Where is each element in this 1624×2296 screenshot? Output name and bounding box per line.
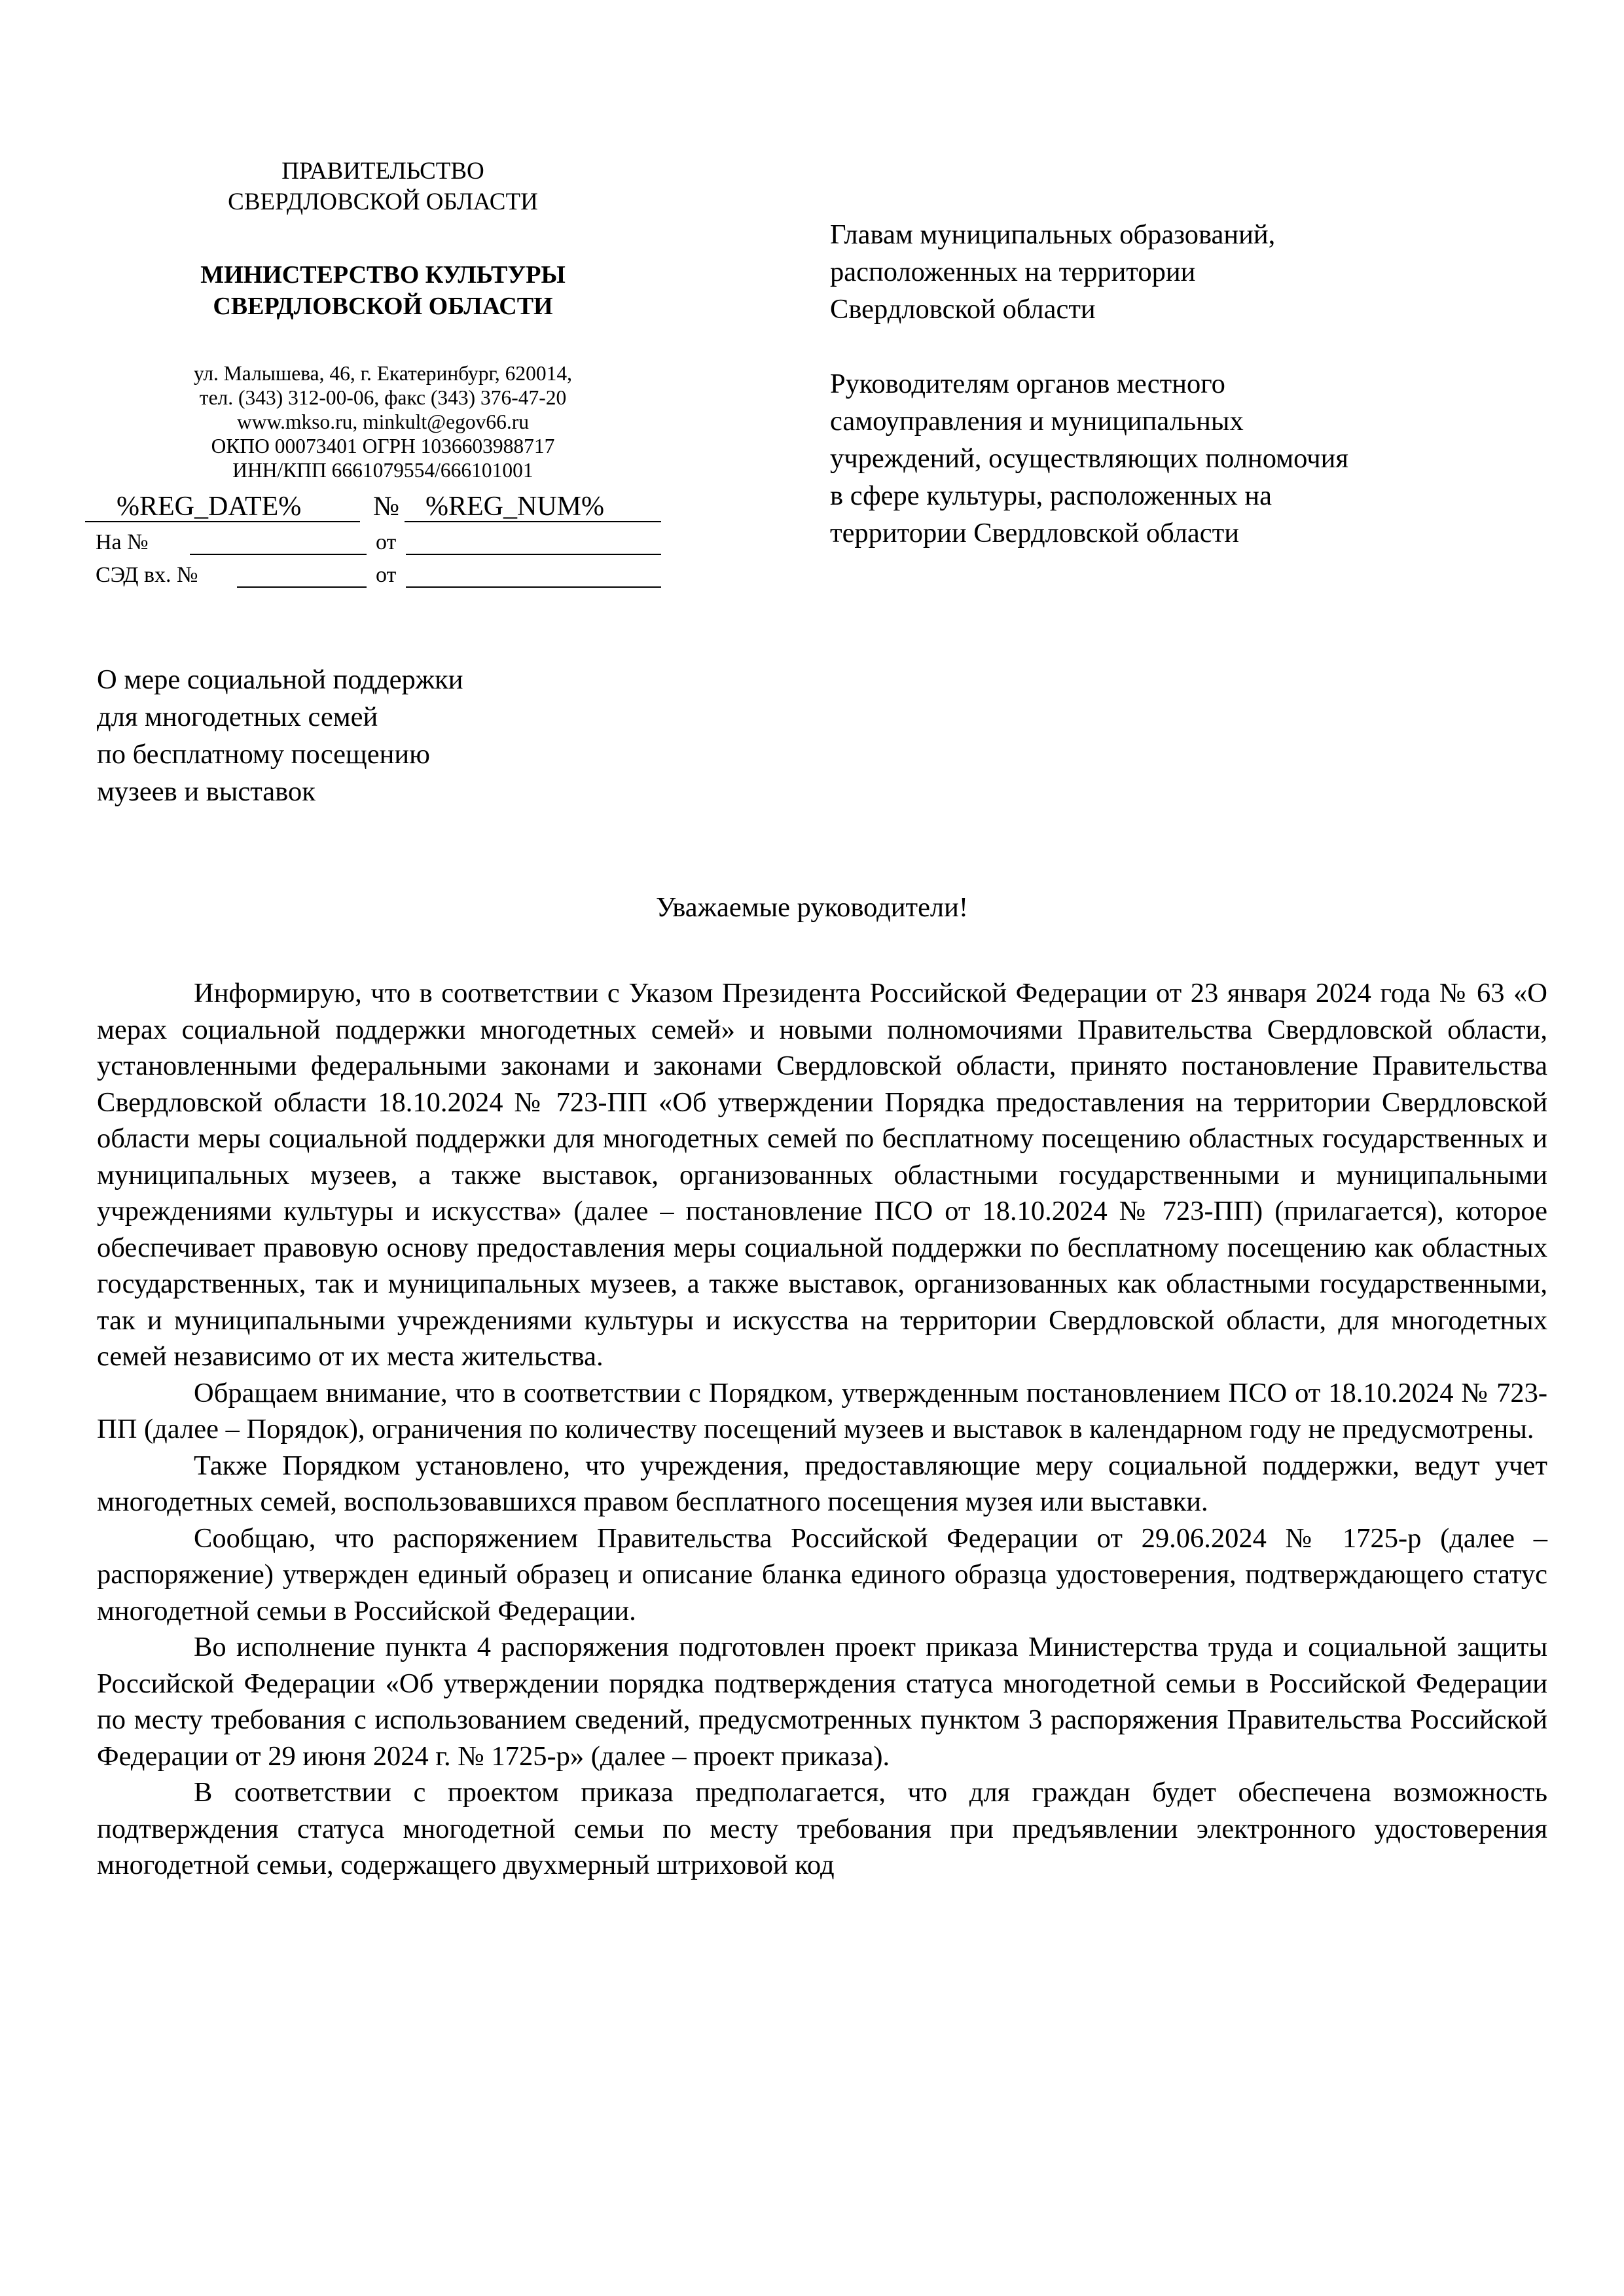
body-paragraph: Во исполнение пункта 4 распоряжения подготовлен проект приказа Министерства труда и социальной защиты Российской Федерации «Об утверждении порядка подтверждения статуса многодетной семьи в Российской Федерации по месту требования с использованием сведений, предусмотренных пунктом 3 распоряжения Правительства Российской Федерации от 29 июня 2024 г. № 1725-р» (далее – проект приказа). (97, 1632, 1547, 1772)
address-line: ИНН/КПП 6661079554/666101001 (232, 459, 533, 482)
body-paragraph: Также Порядком установлено, что учреждения, предоставляющие меру социальной поддержки, ведут учет многодетных семей, воспользовавшихся правом бесплатного посещения музея или выставки. (97, 1450, 1547, 1517)
letter-subject (97, 661, 686, 810)
reference-label: На № (96, 530, 149, 554)
registration-row (85, 491, 661, 522)
ministry-line: СВЕРДЛОВСКОЙ ОБЛАСТИ (213, 293, 553, 320)
registration-number-underline (405, 521, 661, 522)
recipients-block (830, 216, 1485, 552)
address-line: ул. Малышева, 46, г. Екатеринбург, 620014, (193, 362, 573, 385)
body-paragraph: Сообщаю, что распоряжением Правительства Российской Федерации от 29.06.2024 № 1725-р (далее – распоряжение) утвержден единый образец и описание бланка единого образца удостоверения, подтверждающего статус многодетной семьи в Российской Федерации. (97, 1522, 1547, 1626)
sed-date-underline (406, 586, 661, 588)
reference-date-underline (406, 554, 661, 555)
recipient-line: самоуправления и муниципальных (830, 406, 1244, 437)
reference-number-underline (190, 554, 367, 555)
body-paragraph: Обращаем внимание, что в соответствии с Порядком, утвержденным постановлением ПСО от 18.10.2024 № 723-ПП (далее – Порядок), ограничения по количеству посещений музеев и выставок в календарном году не предусмотрены. (97, 1377, 1547, 1444)
reference-from-label: от (376, 530, 397, 554)
recipient-spacer (830, 328, 1485, 365)
registration-number: %REG_NUM% (425, 492, 604, 522)
recipient-line: Свердловской области (830, 294, 1096, 325)
subject-line: по бесплатному посещению (97, 739, 430, 770)
registration-date: %REG_DATE% (117, 492, 302, 522)
recipient-line: учреждений, осуществляющих полномочия (830, 443, 1348, 474)
government-line: ПРАВИТЕЛЬСТВО (281, 158, 484, 185)
sed-from-label: от (376, 563, 397, 587)
address-line: ОКПО 00073401 ОГРН 1036603988717 (211, 435, 555, 457)
registration-no-sign: № (373, 492, 400, 522)
recipient-line: территории Свердловской области (830, 518, 1239, 548)
recipient-line: Главам муниципальных образований, (830, 219, 1276, 250)
reference-row (85, 529, 661, 556)
letter-body (97, 975, 1547, 1884)
subject-line: музеев и выставок (97, 776, 316, 807)
government-title (85, 156, 681, 217)
salutation: Уважаемые руководители! (655, 892, 969, 923)
recipient-line: Руководителям органов местного (830, 368, 1225, 399)
subject-line: О мере социальной поддержки (97, 664, 463, 695)
recipient-line: расположенных на территории (830, 257, 1196, 287)
ministry-title (85, 259, 681, 322)
recipient-line: в сфере культуры, расположенных на (830, 480, 1272, 511)
sed-number-underline (237, 586, 367, 588)
ministry-line: МИНИСТЕРСТВО КУЛЬТУРЫ (200, 261, 566, 289)
sed-label: СЭД вх. № (96, 563, 198, 587)
ministry-address (85, 361, 681, 482)
registration-date-underline (85, 521, 360, 522)
government-line: СВЕРДЛОВСКОЙ ОБЛАСТИ (228, 188, 538, 215)
sed-row (85, 562, 661, 589)
address-line: www.mkso.ru, minkult@egov66.ru (236, 410, 530, 433)
subject-line: для многодетных семей (97, 702, 378, 732)
body-paragraph: Информирую, что в соответствии с Указом Президента Российской Федерации от 23 января 2024 года № 63 «О мерах социальной поддержки многодетных семей» и новыми полномочиями Правительства Свердловской области, установленными федеральными законами и законами Свердловской области, принято постановление Правительства Свердловской области 18.10.2024 № 723-ПП «Об утверждении Порядка предоставления на территории Свердловской области меры социальной поддержки для многодетных семей по бесплатному посещению областных государственных и муниципальных музеев, а также выставок, организованных областными государственными и муниципальными учреждениями культуры и искусства» (далее – постановление ПСО от 18.10.2024 № 723-ПП) (прилагается), которое обеспечивает правовую основу предоставления меры социальной поддержки по бесплатному посещению как областных государственных, так и муниципальных музеев, а также выставок, организованных как областными государственными, так и муниципальными учреждениями культуры и искусства на территории Свердловской области, для многодетных семей независимо от их места жительства. (97, 978, 1547, 1372)
address-line: тел. (343) 312-00-06, факс (343) 376-47-20 (199, 386, 567, 409)
body-paragraph: В соответствии с проектом приказа предполагается, что для граждан будет обеспечена возможность подтверждения статуса многодетной семьи по месту требования при предъявлении электронного удостоверения многодетной семьи, содержащего двухмерный штриховой код (97, 1777, 1547, 1880)
